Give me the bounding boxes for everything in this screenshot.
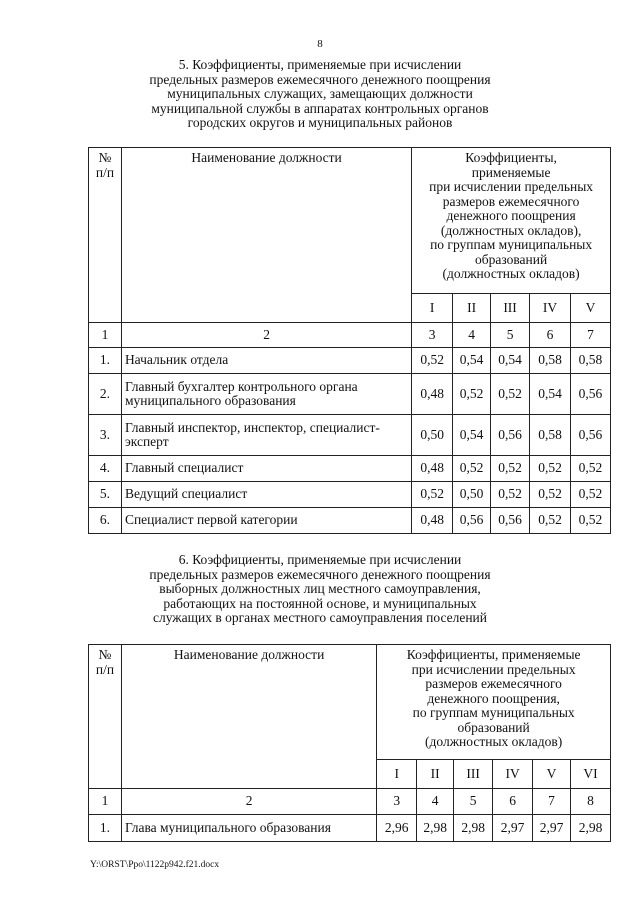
table-row: 1. Начальник отдела 0,52 0,54 0,54 0,58 0,58: [89, 348, 611, 374]
group-header: V: [570, 294, 610, 323]
section-6-title-line: выборных должностных лиц местного самоуправления,: [159, 581, 481, 596]
group-header: IV: [493, 760, 533, 789]
position-name: Главный специалист: [121, 456, 411, 482]
section-5-title: [90, 58, 550, 131]
table-row: 5. Ведущий специалист 0,52 0,50 0,52 0,52 0,52: [89, 482, 611, 508]
section-6-title: [90, 553, 550, 626]
column-header-coefficients: Коэффициенты, применяемые при исчислении предельных размеров ежемесячного денежного поощрения (должностных окладов), по группам муниципальных образований (должностных окладов): [412, 148, 611, 294]
section-6-title-line: 6. Коэффициенты, применяемые при исчислении: [178, 552, 462, 567]
group-header: II: [417, 760, 454, 789]
column-header-position: Наименование должности: [121, 148, 411, 323]
group-header: I: [412, 294, 453, 323]
column-header-number: № п/п: [89, 148, 122, 323]
column-header-number: № п/п: [89, 645, 122, 789]
section-5-title-line: муниципальной службы в аппаратах контрольных органов: [151, 100, 489, 116]
column-header-position: Наименование должности: [121, 645, 376, 789]
group-header: II: [453, 294, 491, 323]
section-5-table: [88, 147, 611, 534]
table-row: 6. Специалист первой категории 0,48 0,56 0,56 0,52 0,52: [89, 508, 611, 534]
table-row: 2. Главный бухгалтер контрольного органа муниципального образования 0,48 0,52 0,52 0,54 0,56: [89, 374, 611, 415]
document-file-path: Y:\ORST\Ppo\1122p942.f21.docx: [90, 860, 220, 870]
group-header: IV: [530, 294, 571, 323]
group-header: I: [377, 760, 417, 789]
column-index-row: 1 2 3 4 5 6 7 8: [89, 789, 611, 815]
group-header: III: [491, 294, 530, 323]
table-row: 4. Главный специалист 0,48 0,52 0,52 0,52 0,52: [89, 456, 611, 482]
position-name: Начальник отдела: [121, 348, 411, 374]
page-number: 8: [317, 38, 323, 50]
section-5-title-line: городских округов и муниципальных районов: [187, 115, 453, 130]
position-name: Специалист первой категории: [121, 508, 411, 534]
section-6-table: [88, 644, 611, 842]
column-index-row: 1 2 3 4 5 6 7: [89, 323, 611, 348]
group-header: III: [454, 760, 493, 789]
section-5-title-line: предельных размеров ежемесячного денежного поощрения: [149, 71, 491, 87]
table-row: 1. Глава муниципального образования 2,96 2,98 2,98 2,97 2,97 2,98: [89, 815, 611, 842]
position-name: Главный инспектор, инспектор, специалист-эксперт: [121, 415, 411, 456]
table-row: 3. Главный инспектор, инспектор, специалист-эксперт 0,50 0,54 0,56 0,58 0,56: [89, 415, 611, 456]
section-5-title-line: муниципальных служащих, замещающих должности: [167, 86, 473, 101]
column-header-coefficients: Коэффициенты, применяемые при исчислении предельных размеров ежемесячного денежного поощрения, по группам муниципальных образований (должностных окладов): [377, 645, 611, 760]
position-name: Главный бухгалтер контрольного органа муниципального образования: [121, 374, 411, 415]
position-name: Ведущий специалист: [121, 482, 411, 508]
section-5-title-line: 5. Коэффициенты, применяемые при исчислении: [178, 57, 462, 72]
section-6-title-line: предельных размеров ежемесячного денежного поощрения: [149, 566, 491, 582]
group-header: VI: [571, 760, 611, 789]
group-header: V: [533, 760, 571, 789]
position-name: Глава муниципального образования: [121, 815, 376, 842]
section-6-title-line: работающих на постоянной основе, и муниципальных: [163, 595, 477, 611]
section-6-title-line: служащих в органах местного самоуправления поселений: [152, 610, 487, 625]
